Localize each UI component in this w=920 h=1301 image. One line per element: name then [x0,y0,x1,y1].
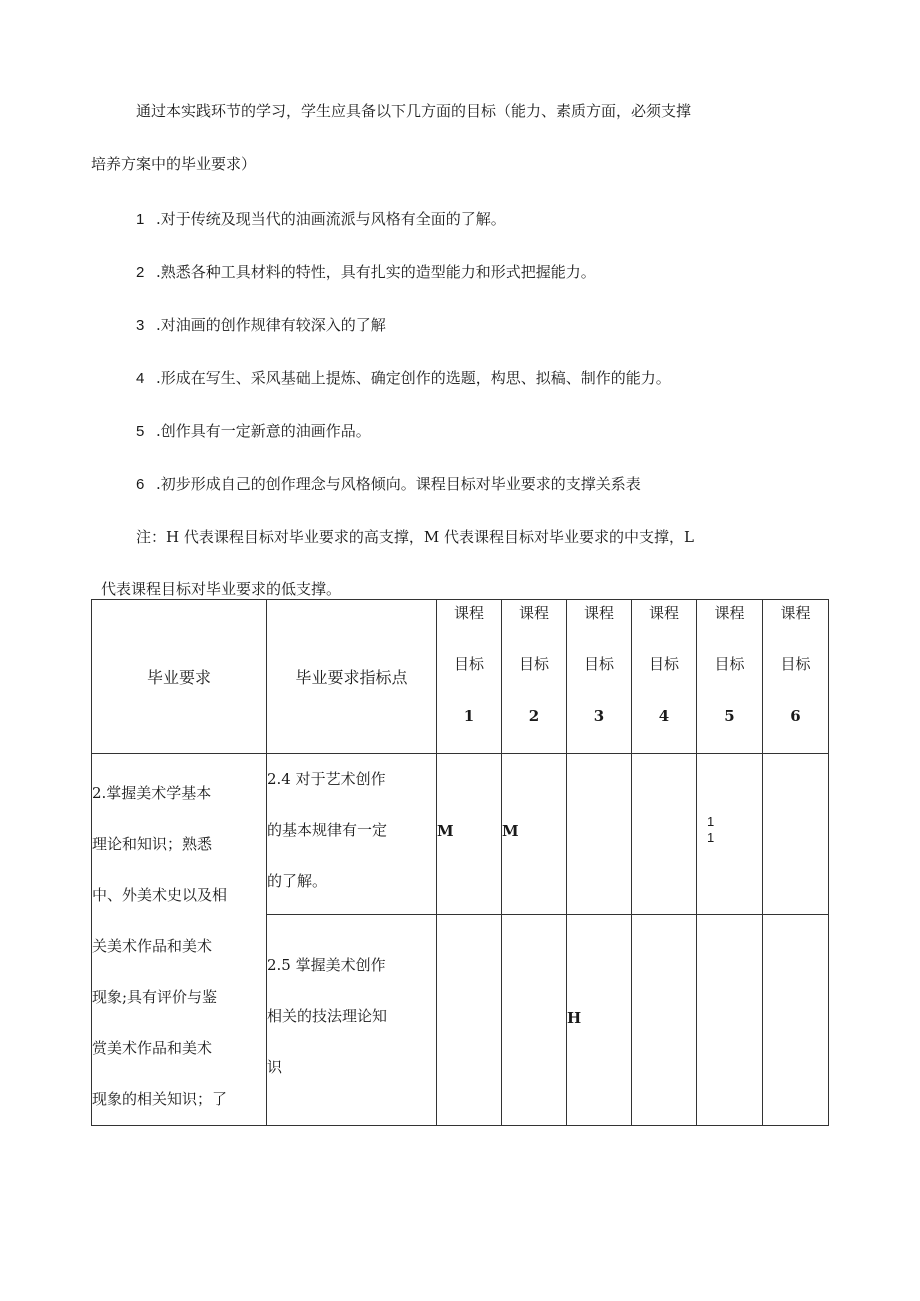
goal-text: .初步形成自己的创作理念与风格倾向。课程目标对毕业要求的支撑关系表 [156,475,641,493]
support-cell [567,915,632,1126]
goal-header-line: 课程 [453,605,484,622]
goal-number: 6 [136,476,145,493]
goal-header-line: 目标 [648,656,679,673]
support-cell [697,754,763,915]
goal-item-6 [136,477,641,492]
goal-text: .形成在写生、采风基础上提炼、确定创作的选题，构思、拟稿、制作的能力。 [156,369,671,387]
requirement-line: 现象;具有评价与鉴 [92,988,218,1006]
goal-number: 5 [136,423,145,440]
indicator-line: 相关的技法理论知 [267,1007,388,1026]
table-row [92,754,829,915]
header-course-goal-2 [502,600,567,754]
header-course-goal-1 [437,600,502,754]
goal-item-3 [136,318,386,333]
indicator-line: 2.4 对于艺术创作 [267,770,386,788]
support-cell [697,915,763,1126]
indicator-line: 2.5 掌握美术创作 [267,956,386,975]
note-line-2: 代表课程目标对毕业要求的低支撑。 [101,580,342,598]
indicator-line: 的了解。 [267,872,328,890]
support-cell [567,754,632,915]
header-label: 毕业要求 [146,670,211,687]
header-course-goal-4 [632,600,697,754]
goal-header-line: 目标 [780,656,811,673]
requirement-line: 关美术作品和美术 [92,937,213,955]
header-course-goal-5 [697,600,763,754]
requirement-line: 现象的相关知识；了 [92,1090,228,1108]
graduation-requirement-cell [92,754,267,1126]
support-mark: H [567,1009,582,1028]
note-line-1: 注：H 代表课程目标对毕业要求的高支撑，M 代表课程目标对毕业要求的中支撑，L [136,528,694,546]
goal-text: .创作具有一定新意的油画作品。 [156,422,371,440]
header-graduation-requirement [92,600,267,754]
goal-item-2 [136,265,596,280]
indicator-cell [267,915,437,1126]
support-cell [632,915,697,1126]
support-cell [763,754,829,915]
goal-header-number: 1 [463,707,475,725]
support-mark: M [502,822,519,840]
goal-text: .对油画的创作规律有较深入的了解 [156,316,386,334]
goal-header-number: 5 [724,707,735,725]
goal-header-line: 课程 [583,605,614,622]
goal-header-line: 目标 [583,656,614,673]
goal-header-line: 课程 [714,605,745,622]
requirement-line: 理论和知识；熟悉 [92,835,213,853]
header-label: 毕业要求指标点 [295,670,408,687]
support-cell [437,754,502,915]
support-cell [437,915,502,1126]
requirement-line: 赏美术作品和美术 [92,1039,213,1057]
goal-header-line: 目标 [714,656,745,673]
support-cell [502,915,567,1126]
intro-line-2: 培养方案中的毕业要求） [91,155,257,173]
goal-header-number: 2 [528,707,540,725]
goal-header-line: 课程 [518,605,549,622]
support-cell [632,754,697,915]
support-relation-table [91,599,829,1126]
support-mark: 1 1 [707,814,715,845]
goal-header-line: 课程 [648,605,679,622]
indicator-line: 的基本规律有一定 [267,821,388,839]
goal-number: 4 [136,370,145,387]
goal-text: .熟悉各种工具材料的特性，具有扎实的造型能力和形式把握能力。 [156,263,596,281]
goal-header-number: 4 [658,707,670,725]
goal-number: 3 [136,317,145,334]
goal-text: .对于传统及现当代的油画流派与风格有全面的了解。 [156,210,506,228]
intro-line-1: 通过本实践环节的学习，学生应具备以下几方面的目标（能力、素质方面，必须支撑 [136,102,692,120]
goal-header-line: 目标 [518,656,549,673]
indicator-cell [267,754,437,915]
support-mark: M [437,822,454,840]
table-header-row [92,600,829,754]
header-course-goal-3 [567,600,632,754]
goal-item-5 [136,424,371,439]
goal-header-number: 3 [593,707,605,725]
header-course-goal-6 [763,600,829,754]
indicator-line: 识 [267,1058,283,1077]
goal-header-line: 课程 [780,605,811,622]
header-indicator-point [267,600,437,754]
support-cell [763,915,829,1126]
goal-number: 2 [136,264,145,281]
requirement-line: 中、外美术史以及相 [92,886,228,904]
goal-number: 1 [136,211,145,228]
requirement-line: 2.掌握美术学基本 [92,784,212,802]
goal-item-4 [136,371,671,386]
goal-header-number: 6 [790,707,801,725]
goal-item-1 [136,212,506,227]
goal-header-line: 目标 [453,656,484,673]
support-cell [502,754,567,915]
